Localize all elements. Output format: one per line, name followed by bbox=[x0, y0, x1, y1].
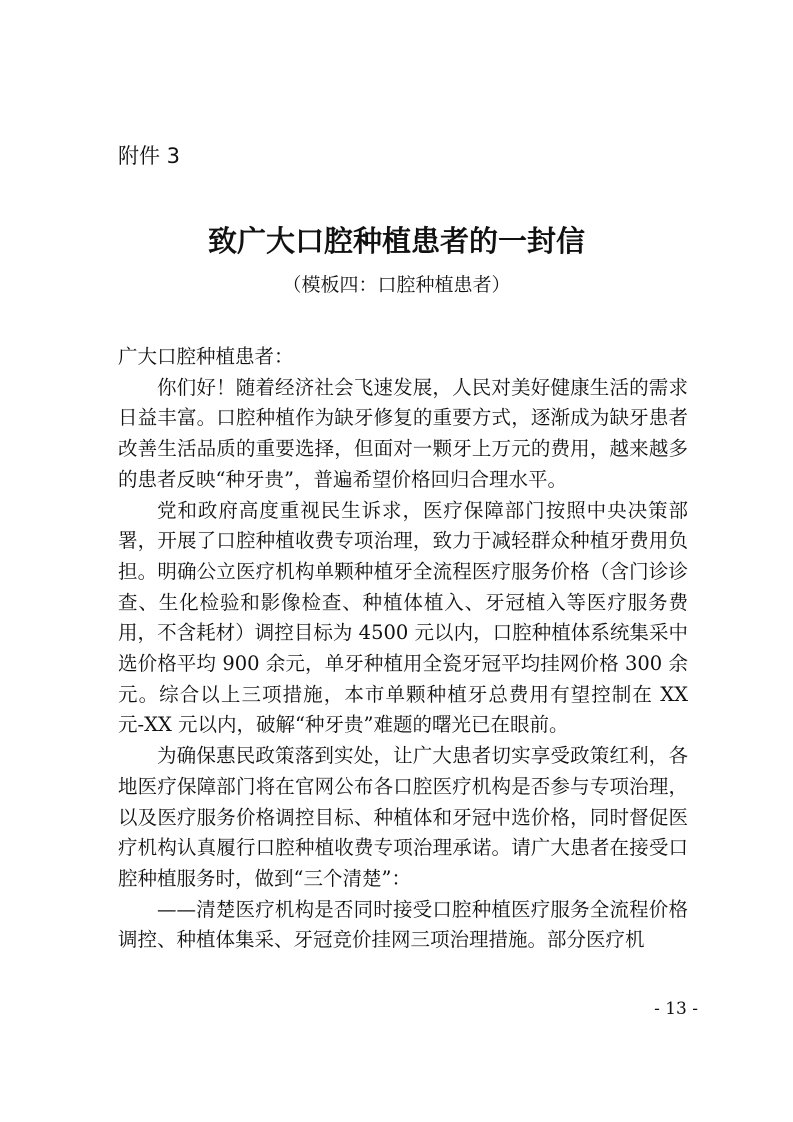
paragraph-implementation: 为确保惠民政策落到实处，让广大患者切实享受政策红利，各地医疗保障部门将在官网公布各口腔医疗机构是否参与专项治理，以及医疗服务价格调控目标、种植体和牙冠中选价格，同时督促医疗机构认真履行口腔种植收费专项治理承诺。请广大患者在接受口腔种植服务时，做到“三个清楚”： bbox=[118, 744, 688, 890]
paragraph-greeting: 你们好！随着经济社会飞速发展，人民对美好健康生活的需求日益丰富。口腔种植作为缺牙修复的重要方式，逐渐成为缺牙患者改善生活品质的重要选择，但面对一颗牙上万元的费用，越来越多的患者反映“种牙贵”，普遍希望价格回归合理水平。 bbox=[118, 375, 688, 491]
page-number: - 13 - bbox=[654, 999, 698, 1019]
letter-body bbox=[118, 342, 688, 956]
attachment-label: 附件 3 bbox=[118, 144, 181, 168]
paragraph-clear-point-1: ——清楚医疗机构是否同时接受口腔种植医疗服务全流程价格调控、种植体集采、牙冠竞价挂网三项治理措施。部分医疗机 bbox=[118, 897, 688, 952]
salutation: 广大口腔种植患者： bbox=[118, 345, 294, 368]
letter-title: 致广大口腔种植患者的一封信 bbox=[207, 224, 585, 258]
paragraph-policy: 党和政府高度重视民生诉求，医疗保障部门按照中央决策部署，开展了口腔种植收费专项治理，致力于减轻群众种植牙费用负担。明确公立医疗机构单颗种植牙全流程医疗服务价格（含门诊诊查、生化检验和影像检查、种植体植入、牙冠植入等医疗服务费用，不含耗材）调控目标为 4500 元以内，口腔种植体系统集采中选价格平均 900 余元，单牙种植用全瓷牙冠平均挂网价格 300 余元。综合以上三项措施，本市单颗种植牙总费用有望控制在 XX 元-XX 元以内，破解“种牙贵”难题的曙光已在眼前。 bbox=[118, 498, 688, 737]
letter-subtitle: （模板四：口腔种植患者） bbox=[282, 274, 511, 296]
